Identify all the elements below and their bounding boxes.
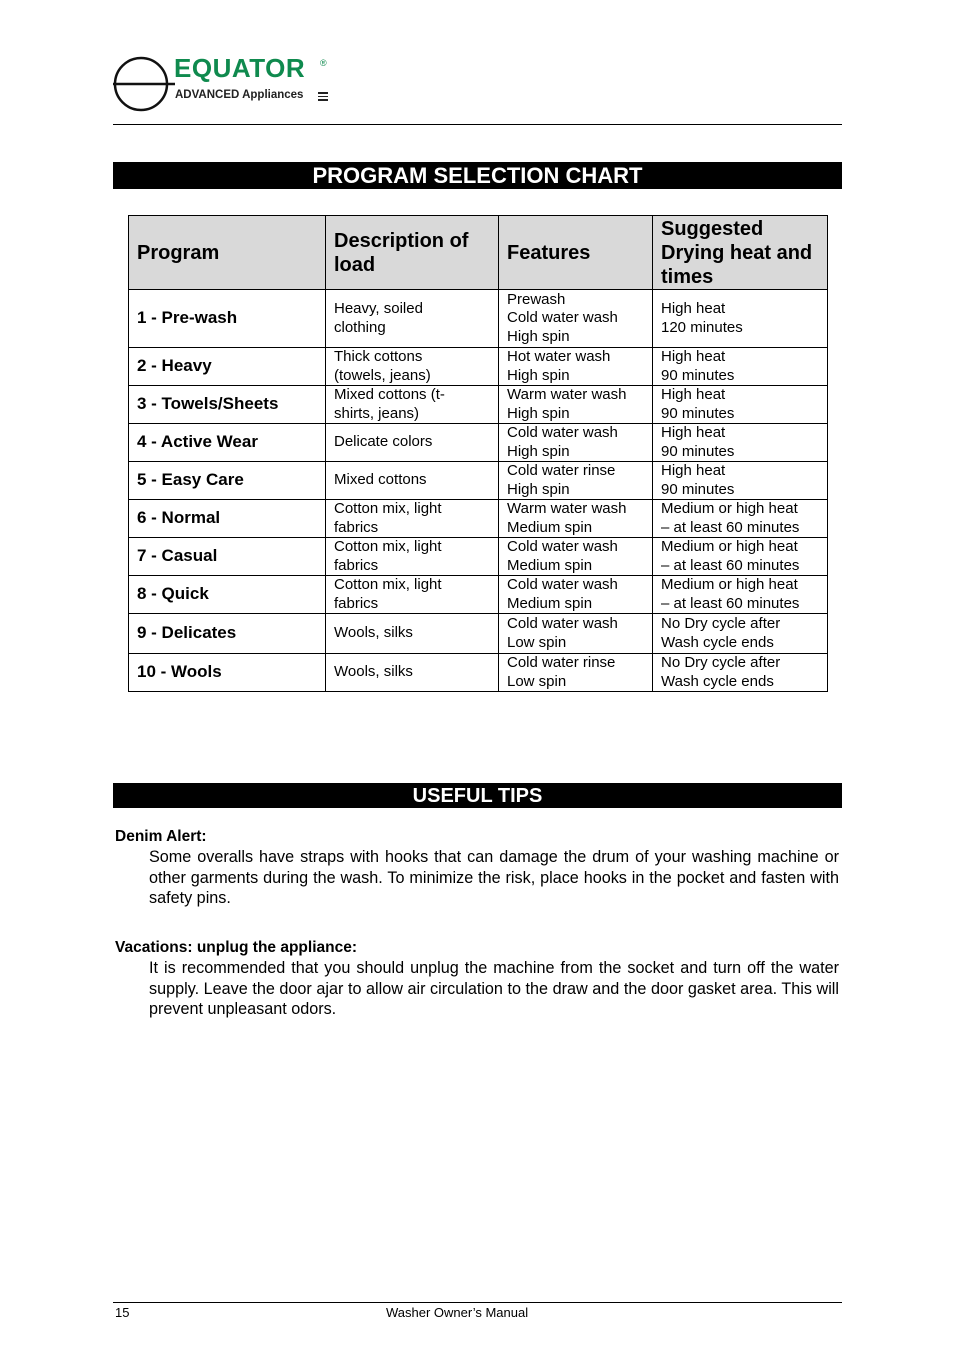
program-cell: 9 - Delicates [129,614,326,654]
drying-cell: High heat 90 minutes [653,348,828,386]
tip-body-denim: Some overalls have straps with hooks that can damage the drum of your washing machine or other garments during the wash. To minimize the risk, place hooks in the pocket and fasten with safety pins. [149,848,839,907]
drying-cell: High heat 90 minutes [653,424,828,462]
features-cell: Prewash Cold water wash High spin [499,290,653,348]
table-row [129,576,828,614]
footer-rule [113,1302,842,1303]
drying-cell: No Dry cycle after Wash cycle ends [653,654,828,692]
program-cell: 8 - Quick [129,576,326,614]
drying-cell: Medium or high heat – at least 60 minutes [653,576,828,614]
program-cell: 3 - Towels/Sheets [129,386,326,424]
description-cell: Heavy, soiled clothing [326,290,499,348]
program-cell: 1 - Pre-wash [129,290,326,348]
table-header-row [129,216,828,290]
table-row [129,348,828,386]
tip-title-denim: Denim Alert: [115,828,207,845]
drying-cell: High heat 120 minutes [653,290,828,348]
program-cell: 2 - Heavy [129,348,326,386]
table-row [129,654,828,692]
table-row [129,386,828,424]
description-cell: Cotton mix, light fabrics [326,576,499,614]
program-cell: 7 - Casual [129,538,326,576]
tagline-lines-icon [318,92,328,103]
page-number: 15 [115,1305,130,1320]
description-cell: Mixed cottons (t- shirts, jeans) [326,386,499,424]
footer-document-title: Washer Owner’s Manual [386,1305,529,1320]
table-body [129,290,828,692]
chart-section-title: PROGRAM SELECTION CHART [113,162,842,189]
drying-cell: High heat 90 minutes [653,462,828,500]
description-cell: Cotton mix, light fabrics [326,500,499,538]
features-cell: Cold water rinse Low spin [499,654,653,692]
description-cell: Wools, silks [326,614,499,654]
features-cell: Cold water wash High spin [499,424,653,462]
table-row [129,614,828,654]
description-cell: Mixed cottons [326,462,499,500]
description-cell: Cotton mix, light fabrics [326,538,499,576]
logo-circle-icon [113,55,175,115]
tip-body-vacations: It is recommended that you should unplug the machine from the socket and turn off the water supply. Leave the door ajar to allow air circulation to the draw and the door gasket area. This will prevent unpleasant odors. [149,959,839,1018]
tips-section-title: USEFUL TIPS [113,783,842,808]
features-cell: Hot water wash High spin [499,348,653,386]
brand-name: EQUATOR [174,53,306,83]
column-header-description: Description of load [326,216,499,290]
features-cell: Warm water wash Medium spin [499,500,653,538]
table-row [129,538,828,576]
drying-cell: Medium or high heat – at least 60 minutes [653,500,828,538]
program-selection-table [128,215,828,692]
program-cell: 6 - Normal [129,500,326,538]
table-row [129,290,828,348]
brand-tagline: ADVANCED Appliances [175,89,304,101]
program-cell: 4 - Active Wear [129,424,326,462]
features-cell: Cold water wash Medium spin [499,576,653,614]
features-cell: Warm water wash High spin [499,386,653,424]
column-header-features: Features [499,216,653,290]
drying-cell: No Dry cycle after Wash cycle ends [653,614,828,654]
features-cell: Cold water wash Medium spin [499,538,653,576]
description-cell: Wools, silks [326,654,499,692]
features-cell: Cold water wash Low spin [499,614,653,654]
program-cell: 10 - Wools [129,654,326,692]
program-cell: 5 - Easy Care [129,462,326,500]
features-cell: Cold water rinse High spin [499,462,653,500]
description-cell: Thick cottons (towels, jeans) [326,348,499,386]
table-row [129,424,828,462]
column-header-drying: Suggested Drying heat and times [653,216,828,290]
tip-title-vacations: Vacations: unplug the appliance: [115,939,358,956]
table-row [129,500,828,538]
description-cell: Delicate colors [326,424,499,462]
table-row [129,462,828,500]
header-rule [113,124,842,125]
drying-cell: High heat 90 minutes [653,386,828,424]
registered-mark: ® [320,58,327,68]
equator-logo [113,55,343,115]
drying-cell: Medium or high heat – at least 60 minutes [653,538,828,576]
column-header-program: Program [129,216,326,290]
